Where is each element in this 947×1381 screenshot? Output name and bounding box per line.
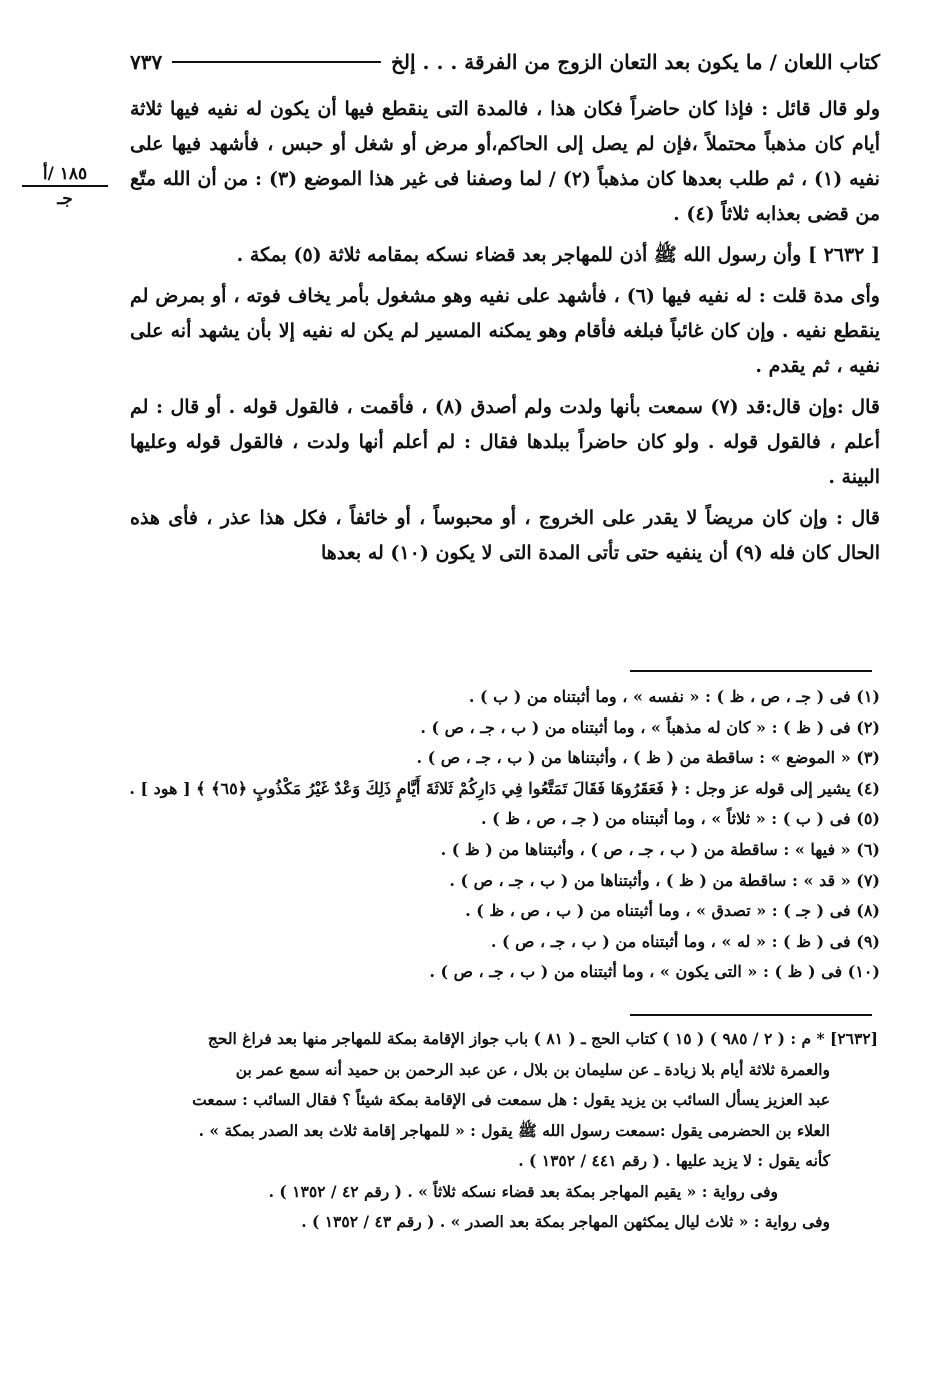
footnotes <box>129 682 880 988</box>
hadith-takhrij <box>110 1024 878 1238</box>
hadith-line: عبد العزيز يسأل السائب بن يزيد يقول : هل سمعت فى الإقامة بمكة شيئاً ؟ فقال السائب : سمعت <box>192 1090 830 1109</box>
footnote: (٤) يشير إلى قوله عز وجل : ﴿ فَعَقَرُوهَا فَقَالَ تَمَتَّعُوا فِي دَارِكُمْ ثَلاثَةَ أَيَّامٍ ذَلِكَ وَعْدٌ غَيْرُ مَكْذُوبٍ ﴿٦٥﴾ ﴾ [ هود ] . <box>129 778 880 798</box>
hadith-line: كأنه يقول : لا يزيد عليها . ( رقم ٤٤١ / ١٣٥٢ ) . <box>518 1151 830 1170</box>
hadith-line: والعمرة ثلاثة أيام بلا زيادة ـ عن سليمان بن بلال ، عن عبد الرحمن بن حميد أنه سمع عمر بن <box>235 1059 830 1079</box>
footnote: (٦) « فيها » : ساقطة من ( ب ، جـ ، ص ) ، وأثبتناها من ( ظ ) . <box>440 839 880 859</box>
footnote: (٧) « قد » : ساقطة من ( ظ ) ، وأثبتناها من ( ب ، جـ ، ص ) . <box>449 870 880 890</box>
footnotes-divider <box>630 670 872 672</box>
footnote: (١٠) فى ( ظ ) : « التى يكون » ، وما أثبتناه من ( ب ، جـ ، ص ) . <box>429 962 880 982</box>
hadith-line: العلاء بن الحضرمى يقول :سمعت رسول الله ﷺ يقول : « للمهاجر إقامة ثلاث بعد الصدر بمكة » . <box>198 1120 830 1140</box>
page-number: ٧٣٧ <box>130 50 163 74</box>
page-header <box>130 44 880 80</box>
main-text <box>130 92 880 577</box>
paragraph: [ ٢٦٣٢ ] وأن رسول الله ﷺ أذن للمهاجر بعد قضاء نسكه بمقامه ثلاثة (٥) بمكة . <box>236 244 880 266</box>
header-rule <box>172 61 381 63</box>
footnote: (٩) فى ( ظ ) : « له » ، وما أثبتناه من ( ب ، جـ ، ص ) . <box>490 931 880 951</box>
footnote: (٥) فى ( ب ) : « ثلاثاً » ، وما أثبتناه من ( جـ ، ص ، ظ ) . <box>480 809 880 829</box>
paragraph: ولو قال قائل : فإذا كان حاضراً فكان هذا ، فالمدة التى ينقطع فيها أن يكون له نفيه فيها ثلاثة أيام كان مذهباً محتملاً ،فإن لم يصل إلى الحاكم،أو مرض أو شغل أو حبس ، فأشهد فيها على نفيه (١) ، ثم طلب بعدها كان مذهباً (٢) / لما وصفنا فى غير هذا الموضع (٣) : من أن الله متّع من قضى بعذابه ثلاثاً (٤) . <box>130 98 880 225</box>
hadith-divider <box>630 1014 872 1016</box>
margin-ref-folio: ١٨٥ /أ <box>22 164 108 187</box>
footnote: (٣) « الموضع » : ساقطة من ( ظ ) ، وأثبتناها من ( ب ، جـ ، ص ) . <box>416 748 880 768</box>
paragraph: وأى مدة قلت : له نفيه فيها (٦) ، فأشهد على نفيه وهو مشغول بأمر يخاف فوته ، أو بمرض لم ينقطع نفيه . وإن كان غائباً فبلغه فأقام وهو يمكنه المسير لم يكن له نفيه إلا بأن يشهد أنه على نفيه ، ثم يقدم . <box>130 285 880 377</box>
paragraph: قال :وإن قال:قد (٧) سمعت بأنها ولدت ولم أصدق (٨) ، فأقمت ، فالقول قوله . أو قال : لم أعلم ، فالقول قوله . ولو كان حاضراً ببلدها فقال : لم أعلم أنها ولدت ، فالقول قوله وعليها البينة . <box>130 396 880 488</box>
footnote: (٢) فى ( ظ ) : « كان له مذهباً » ، وما أثبتناه من ( ب ، جـ ، ص ) . <box>420 717 880 737</box>
margin-ref-manuscript: جـ <box>57 189 73 209</box>
hadith-line: [٢٦٣٢] * م : ( ٢ / ٩٨٥ ) ( ١٥ ) كتاب الحج ـ ( ٨١ ) باب جواز الإقامة بمكة للمهاجر منها بعد فراغ الحج <box>207 1029 878 1048</box>
margin-manuscript-reference <box>22 164 108 209</box>
footnote: (٨) فى ( جـ ) : « تصدق » ، وما أثبتناه من ( ب ، ص ، ظ ) . <box>465 901 880 921</box>
hadith-line: وفى رواية : « يقيم المهاجر بمكة بعد قضاء نسكه ثلاثاً » . ( رقم ٤٢ / ١٣٥٢ ) . <box>268 1181 778 1201</box>
paragraph: قال : وإن كان مريضاً لا يقدر على الخروج ، أو محبوساً ، أو خائفاً ، فكل هذا عذر ، فأى هذه الحال كان فله (٩) أن ينفيه حتى تأتى المدة التى لا يكون (١٠) له بعدها <box>130 507 880 564</box>
running-title: كتاب اللعان / ما يكون بعد التعان الزوج من الفرقة . . . إلخ <box>391 50 880 74</box>
footnote: (١) فى ( جـ ، ص ، ظ ) : « نفسه » ، وما أثبتناه من ( ب ) . <box>468 687 880 706</box>
hadith-line: وفى رواية : « ثلاث ليال يمكثهن المهاجر بمكة بعد الصدر » . ( رقم ٤٣ / ١٣٥٢ ) . <box>301 1212 830 1231</box>
